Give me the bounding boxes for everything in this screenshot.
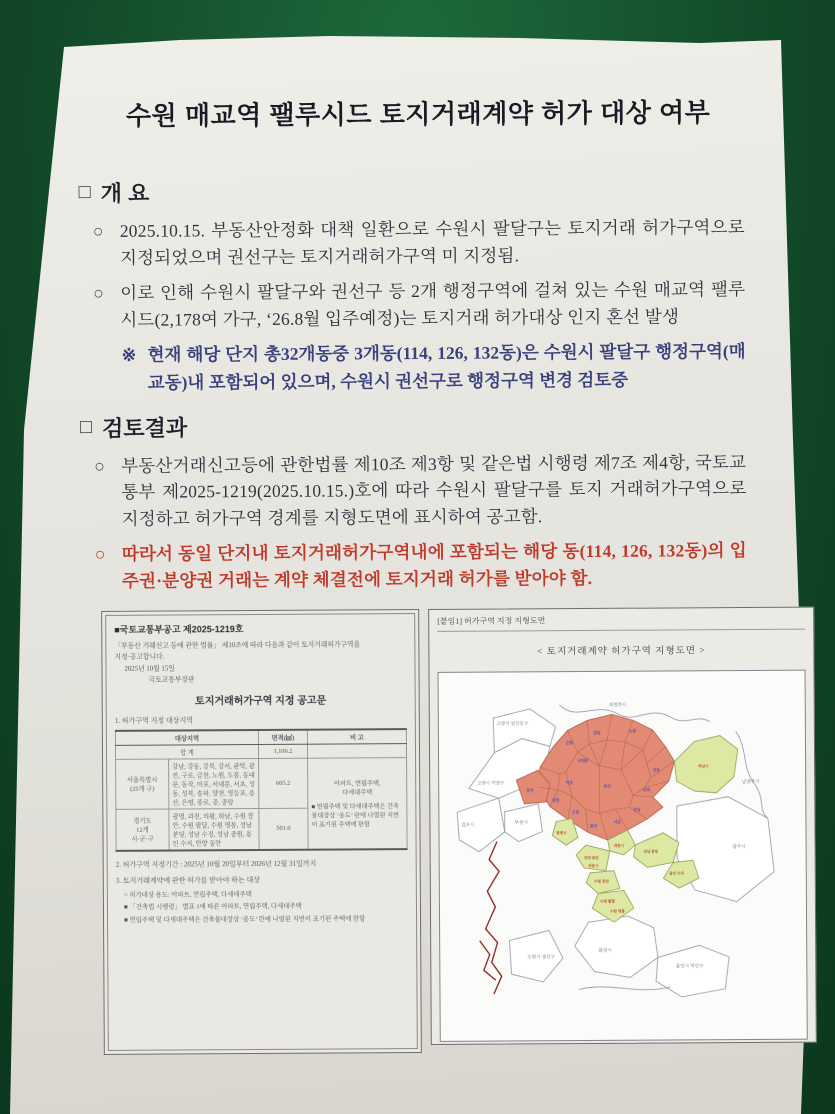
seoul-label: 은평 [565, 740, 573, 745]
gyeonggi-label: 안양 동안 [584, 855, 599, 860]
label-suwon-gwonseon: 수원시 권선구 [527, 953, 555, 959]
seoul-label: 강북 [593, 730, 601, 735]
notice-intro-line1: 「부동산 거래신고 등에 관한 법률」 제10조에 따라 다음과 같이 토지거래허가구역을 [114, 640, 361, 650]
section-heading-overview [78, 173, 744, 208]
total-label: 합 계 [115, 744, 258, 759]
reference-mark-icon: ※ [121, 345, 137, 366]
review-bullet-2-text: 따라서 동일 단지내 토지거래허가구역내에 포함되는 해당 동(114, 126, 132동)의 입주권·분양권 거래는 계약 체결전에 토지거래 허가를 받아야 함. [121, 540, 747, 591]
attachments-row [101, 607, 760, 1055]
seoul-label: 강동 [652, 768, 661, 773]
seoul-area: 605.2 [259, 758, 308, 808]
label-goyang-ilsan: 고양시 일산동구 [496, 720, 529, 726]
circle-bullet-icon: ○ [94, 455, 105, 476]
notice-table [115, 728, 408, 852]
notice-date: 2025년 10월 15일 [124, 665, 175, 673]
gyeonggi-label: 용인 수지 [669, 870, 684, 875]
notice-item-2: ■ 「건축법 시행령」 별표 1에 따른 아파트, 연립주택, 다세대주택 [123, 903, 302, 912]
notice-section1: 1. 허가구역 지정 대상지역 [114, 716, 193, 725]
gyeonggi-label: 하남시 [698, 763, 709, 768]
seoul-label: 강서 [526, 788, 534, 793]
notice-header: ■국토교통부공고 제2025-1219호 [114, 623, 244, 635]
total-area: 1,106.2 [258, 744, 307, 758]
gyeonggi-label: 수원 영통 [610, 908, 625, 913]
notice-item-1: ○ 허가대상 용도: 아파트, 연립주택, 다세대주택 [123, 890, 252, 899]
gyeonggi-area: 501.0 [259, 808, 308, 850]
gyeonggi-label: 수원 장안 [594, 879, 609, 884]
label-yongin-cheoin: 용인시 처인구 [675, 962, 704, 968]
overview-bullet-1 [93, 214, 745, 271]
notice-section2: 2. 허가구역 지정기간 : 2025년 10월 20일부터 2026년 12월 31일까지 [115, 859, 317, 869]
notice-document-inner [105, 613, 418, 1051]
gyeonggi-label: 수원 팔달 [600, 898, 615, 903]
overview-note-text: 현재 해당 단지 총32개동중 3개동(114, 126, 132동)은 수원시 팔달구 행정구역(매교동)내 포함되어 있으며, 수원시 권선구로 행정구역 변경 검토중 [147, 341, 746, 393]
notice-section3: 3. 토지거래계약에 관한 허가를 받아야 하는 대상 [115, 875, 261, 885]
review-bullet-1 [94, 449, 746, 533]
gyeonggi-label: 성남 분당 [643, 849, 659, 854]
square-bullet-icon: □ [79, 415, 93, 438]
seoul-districts: 강남, 강동, 강북, 강서, 관악, 광진, 구로, 금천, 노원, 도봉, 동대문, 동작, 마포, 서대문, 서초, 성동, 성북, 송파, 양천, 영등포, 용산, 은평, 종로, 중, 중랑 [169, 758, 259, 809]
gyeonggi-label: 광명시 [556, 830, 567, 836]
notice-title: 토지거래허가구역 지정 공고문 [195, 695, 327, 708]
section-heading-review [80, 408, 746, 443]
document-content [78, 92, 760, 1055]
seoul-label: 용산 [603, 784, 611, 789]
gyeonggi-label: 과천시 [613, 843, 624, 848]
label-uijeongbu: 의정부시 [608, 701, 627, 708]
gyeonggi-label: 의왕시 [588, 863, 599, 868]
seoul-label: 송파 [643, 787, 651, 792]
notice-signer: 국토교통부장관 [148, 676, 195, 684]
label-goyang-deogyang: 고양시 덕양구 [476, 779, 505, 786]
circle-bullet-icon: ○ [92, 220, 104, 241]
notice-item-3: ■ 연립주택 및 다세대주택은 건축물대장상 ‘용도’ 란에 나열된 지번이 표기된 주택에 한함 [124, 915, 366, 924]
circle-bullet-icon: ○ [94, 544, 106, 565]
remark-cell [308, 757, 408, 849]
seoul-region: 서울특별시 (25개 구) [116, 759, 169, 809]
overview-heading-label: 개 요 [100, 180, 150, 206]
seoul-label: 구로 [571, 810, 580, 815]
review-bullet-1-text: 부동산거래신고등에 관한법률 제10조 제3항 및 같은법 시행령 제7조 제4항, 국토교통부 제2025-1219(2025.10.15.)호에 따라 수원시 팔달구를 토지 거래허가구역으로 지정하고 허가구역 경계를 지형도면에 표시하여 공고함. [121, 451, 747, 529]
square-bullet-icon: □ [78, 181, 91, 204]
circle-bullet-icon: ○ [93, 283, 104, 304]
seoul-label: 서대문 [577, 758, 589, 763]
overview-bullet-2 [93, 276, 745, 333]
label-hwaseong: 화성시 [598, 947, 612, 953]
overview-bullet-2-text: 이로 인해 수원시 팔달구와 권선구 등 2개 행정구역에 걸쳐 있는 수원 매교역 팰루시드(2,178여 가구, ‘26.8월 입주예정)는 토지거래 허가대상 인지 혼선 발생 [120, 279, 746, 330]
label-namyangju: 남양주시 [741, 778, 760, 784]
col-header-region: 대상지역 [115, 730, 258, 745]
page-title: 수원 매교역 팰루시드 토지거래계약 허가 대상 여부 [125, 97, 711, 131]
total-note-cell [307, 743, 406, 758]
overview-note [122, 338, 746, 396]
col-header-area: 면적(㎢) [258, 729, 307, 744]
map-frame [438, 669, 808, 1041]
seoul-label: 노원 [628, 728, 637, 733]
remark-main: 아파트, 연립주택, 다세대주택 [333, 780, 381, 797]
notice-intro-line2: 지정·공고합니다. [114, 653, 165, 662]
table-row-seoul [116, 757, 407, 809]
map-header: [붙임1] 허가구역 지정 지형도면 [437, 613, 805, 631]
label-gimpo: 김포시 [461, 821, 475, 827]
remark-note: ■ 연립주택 및 다세대주택은 건축물대장상 ‘용도’ 란에 나열된 지번이 표기된 주택에 한함 [311, 802, 400, 830]
col-header-note: 비 고 [307, 729, 406, 744]
seoul-label: 마포 [565, 780, 574, 785]
map-attachment [428, 606, 817, 1044]
label-gwangju: 광주시 [732, 843, 746, 849]
review-heading-label: 검토결과 [102, 415, 188, 441]
map-title: < 토지거래계약 허가구역 지형도면 > [537, 645, 706, 657]
notice-document-thumbnail [101, 609, 422, 1055]
seoul-label: 양천 [552, 798, 560, 803]
review-bullet-2-red [95, 537, 747, 594]
gyeonggi-districts: 광명, 과천, 의왕, 하남, 수원 장안, 수원 팔달, 수원 영통, 성남 분당, 성남 수정, 성남 중원, 용인 수지, 안양 동안 [169, 808, 259, 850]
label-bucheon: 부천시 [514, 819, 528, 825]
permit-zone-map [439, 670, 807, 1040]
seoul-label: 관악 [589, 823, 598, 828]
seoul-label: 강남 [633, 807, 641, 812]
seoul-label: 서초 [613, 819, 621, 824]
overview-bullet-1-text: 2025.10.15. 부동산안정화 대책 일환으로 수원시 팔달구는 토지거래 허가구역으로 지정되었으며 권선구는 토지거래허가구역 미 지정됨. [119, 217, 745, 268]
gyeonggi-region: 경기도 12개 시·군·구 [116, 809, 169, 851]
